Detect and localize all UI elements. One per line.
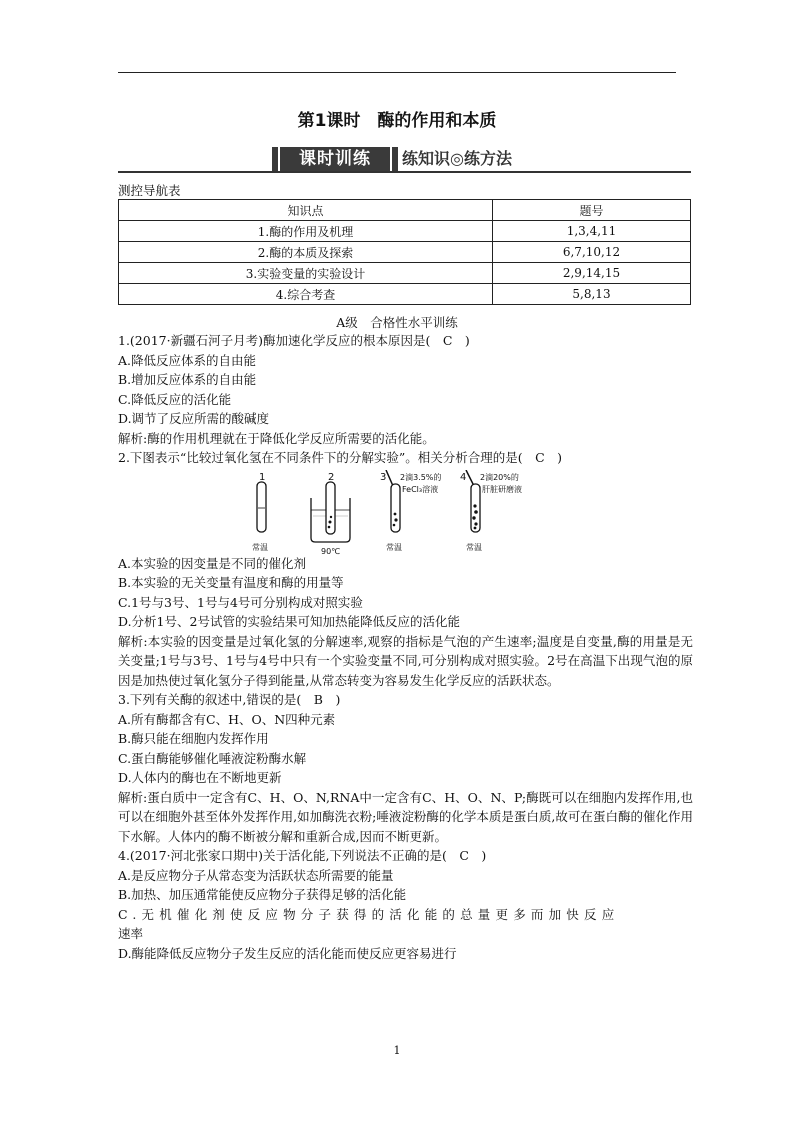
option: C.无机催化剂使反应物分子获得的活化能的总量更多而加快反应 bbox=[118, 906, 620, 922]
test-tube-4 bbox=[466, 470, 480, 532]
dropper-label: 2滴20%的 bbox=[480, 472, 519, 482]
section-banner bbox=[118, 147, 691, 173]
top-rule bbox=[118, 72, 676, 73]
banner-rule bbox=[118, 171, 691, 173]
condition-label: 常温 bbox=[466, 542, 482, 552]
test-tube-2-water-bath bbox=[311, 482, 350, 542]
analysis: 解析:本实验的因变量是过氧化氢的分解速率,观察的指标是气泡的产生速率;温度是自变量,酶的用量是无关变量;1号与3号、1号与4号中只有一个实验变量不同,可分别构成对照实验。2号在高温下出现气泡的原因是加热使过氧化氢分子得到能量,从常态转变为容易发生化学反应的活跃状态。 bbox=[118, 633, 693, 688]
table-cell: 4.综合考查 bbox=[119, 284, 493, 305]
nav-table bbox=[118, 199, 691, 305]
option: D.分析1号、2号试管的实验结果可知加热能降低反应的活化能 bbox=[118, 614, 460, 629]
nav-table-label: 测控导航表 bbox=[118, 183, 181, 198]
option: A.降低反应体系的自由能 bbox=[118, 352, 257, 368]
banner-tag: 课时训练 bbox=[280, 147, 390, 171]
experiment-figure bbox=[118, 470, 693, 556]
table-row bbox=[119, 242, 691, 263]
page-title: 第1课时 酶的作用和本质 bbox=[297, 111, 497, 131]
table-row bbox=[119, 284, 691, 305]
question-4 bbox=[118, 846, 693, 963]
test-tube-3 bbox=[386, 470, 400, 532]
condition-label: 常温 bbox=[252, 542, 268, 552]
option: A.本实验的因变量是不同的催化剂 bbox=[118, 555, 307, 571]
section-title: A级 合格性水平训练 bbox=[336, 315, 458, 330]
banner-subtitle: 练知识◎练方法 bbox=[402, 149, 512, 168]
dropper-label: 2滴3.5%的 bbox=[400, 472, 442, 482]
tube-number: 3 bbox=[380, 471, 387, 483]
table-cell: 6,7,10,12 bbox=[493, 242, 691, 263]
analysis: 解析:酶的作用机理就在于降低化学反应所需要的活化能。 bbox=[118, 430, 435, 446]
table-cell: 2.酶的本质及探索 bbox=[119, 242, 493, 263]
question-stem: 2.下图表示“比较过氧化氢在不同条件下的分解实验”。相关分析合理的是( C ) bbox=[118, 450, 563, 465]
option: A.是反应物分子从常态变为活跃状态所需要的能量 bbox=[118, 867, 394, 883]
option: C.蛋白酶能够催化唾液淀粉酶水解 bbox=[118, 750, 307, 766]
table-cell: 1,3,4,11 bbox=[493, 221, 691, 242]
option: D.酶能降低反应物分子发生反应的活化能而使反应更容易进行 bbox=[118, 945, 457, 961]
condition-label: 常温 bbox=[386, 542, 402, 552]
question-stem: 4.(2017·河北张家口期中)关于活化能,下列说法不正确的是( C ) bbox=[118, 848, 487, 863]
page-number: 1 bbox=[393, 1044, 401, 1057]
question-stem: 1.(2017·新疆石河子月考)酶加速化学反应的根本原因是( C ) bbox=[118, 333, 470, 348]
option: C.降低反应的活化能 bbox=[118, 391, 232, 407]
option: D.调节了反应所需的酸碱度 bbox=[118, 411, 270, 426]
table-cell: 5,8,13 bbox=[493, 284, 691, 305]
option: B.酶只能在细胞内发挥作用 bbox=[118, 731, 269, 746]
option: A.所有酶都含有C、H、O、N四种元素 bbox=[118, 711, 336, 727]
tube-number: 1 bbox=[259, 471, 266, 483]
table-row bbox=[119, 221, 691, 242]
table-header: 知识点 bbox=[119, 200, 493, 221]
table-cell: 2,9,14,15 bbox=[493, 263, 691, 284]
test-tube-1 bbox=[257, 482, 266, 532]
dropper-label: 肝脏研磨液 bbox=[482, 484, 522, 494]
table-header: 题号 bbox=[493, 200, 691, 221]
table-header-row bbox=[119, 200, 691, 221]
option-continuation: 速率 bbox=[118, 926, 144, 941]
tube-number: 4 bbox=[460, 471, 467, 483]
option: D.人体内的酶也在不断地更新 bbox=[118, 770, 282, 785]
dropper-label: FeCl₃溶液 bbox=[402, 484, 439, 494]
tube-number: 2 bbox=[328, 471, 335, 483]
option: B.增加反应体系的自由能 bbox=[118, 372, 257, 387]
question-stem: 3.下列有关酶的叙述中,错误的是( B ) bbox=[118, 692, 341, 707]
option: C.1号与3号、1号与4号可分别构成对照实验 bbox=[118, 594, 363, 610]
question-2 bbox=[118, 448, 693, 690]
option: B.加热、加压通常能使反应物分子获得足够的活化能 bbox=[118, 887, 407, 902]
option: B.本实验的无关变量有温度和酶的用量等 bbox=[118, 575, 344, 590]
question-3 bbox=[118, 690, 693, 846]
table-cell: 3.实验变量的实验设计 bbox=[119, 263, 493, 284]
analysis: 解析:蛋白质中一定含有C、H、O、N,RNA中一定含有C、H、O、N、P;酶既可以在细胞内发挥作用,也可以在细胞外甚至体外发挥作用,如加酶洗衣粉;唾液淀粉酶的化学本质是蛋白质,故可在蛋白酶的催化作用下水解。人体内的酶不断被分解和重新合成,因而不断更新。 bbox=[118, 789, 693, 844]
condition-label: 90℃ bbox=[321, 546, 341, 556]
table-cell: 1.酶的作用及机理 bbox=[119, 221, 493, 242]
question-1 bbox=[118, 331, 693, 448]
table-row bbox=[119, 263, 691, 284]
question-list bbox=[118, 331, 693, 963]
